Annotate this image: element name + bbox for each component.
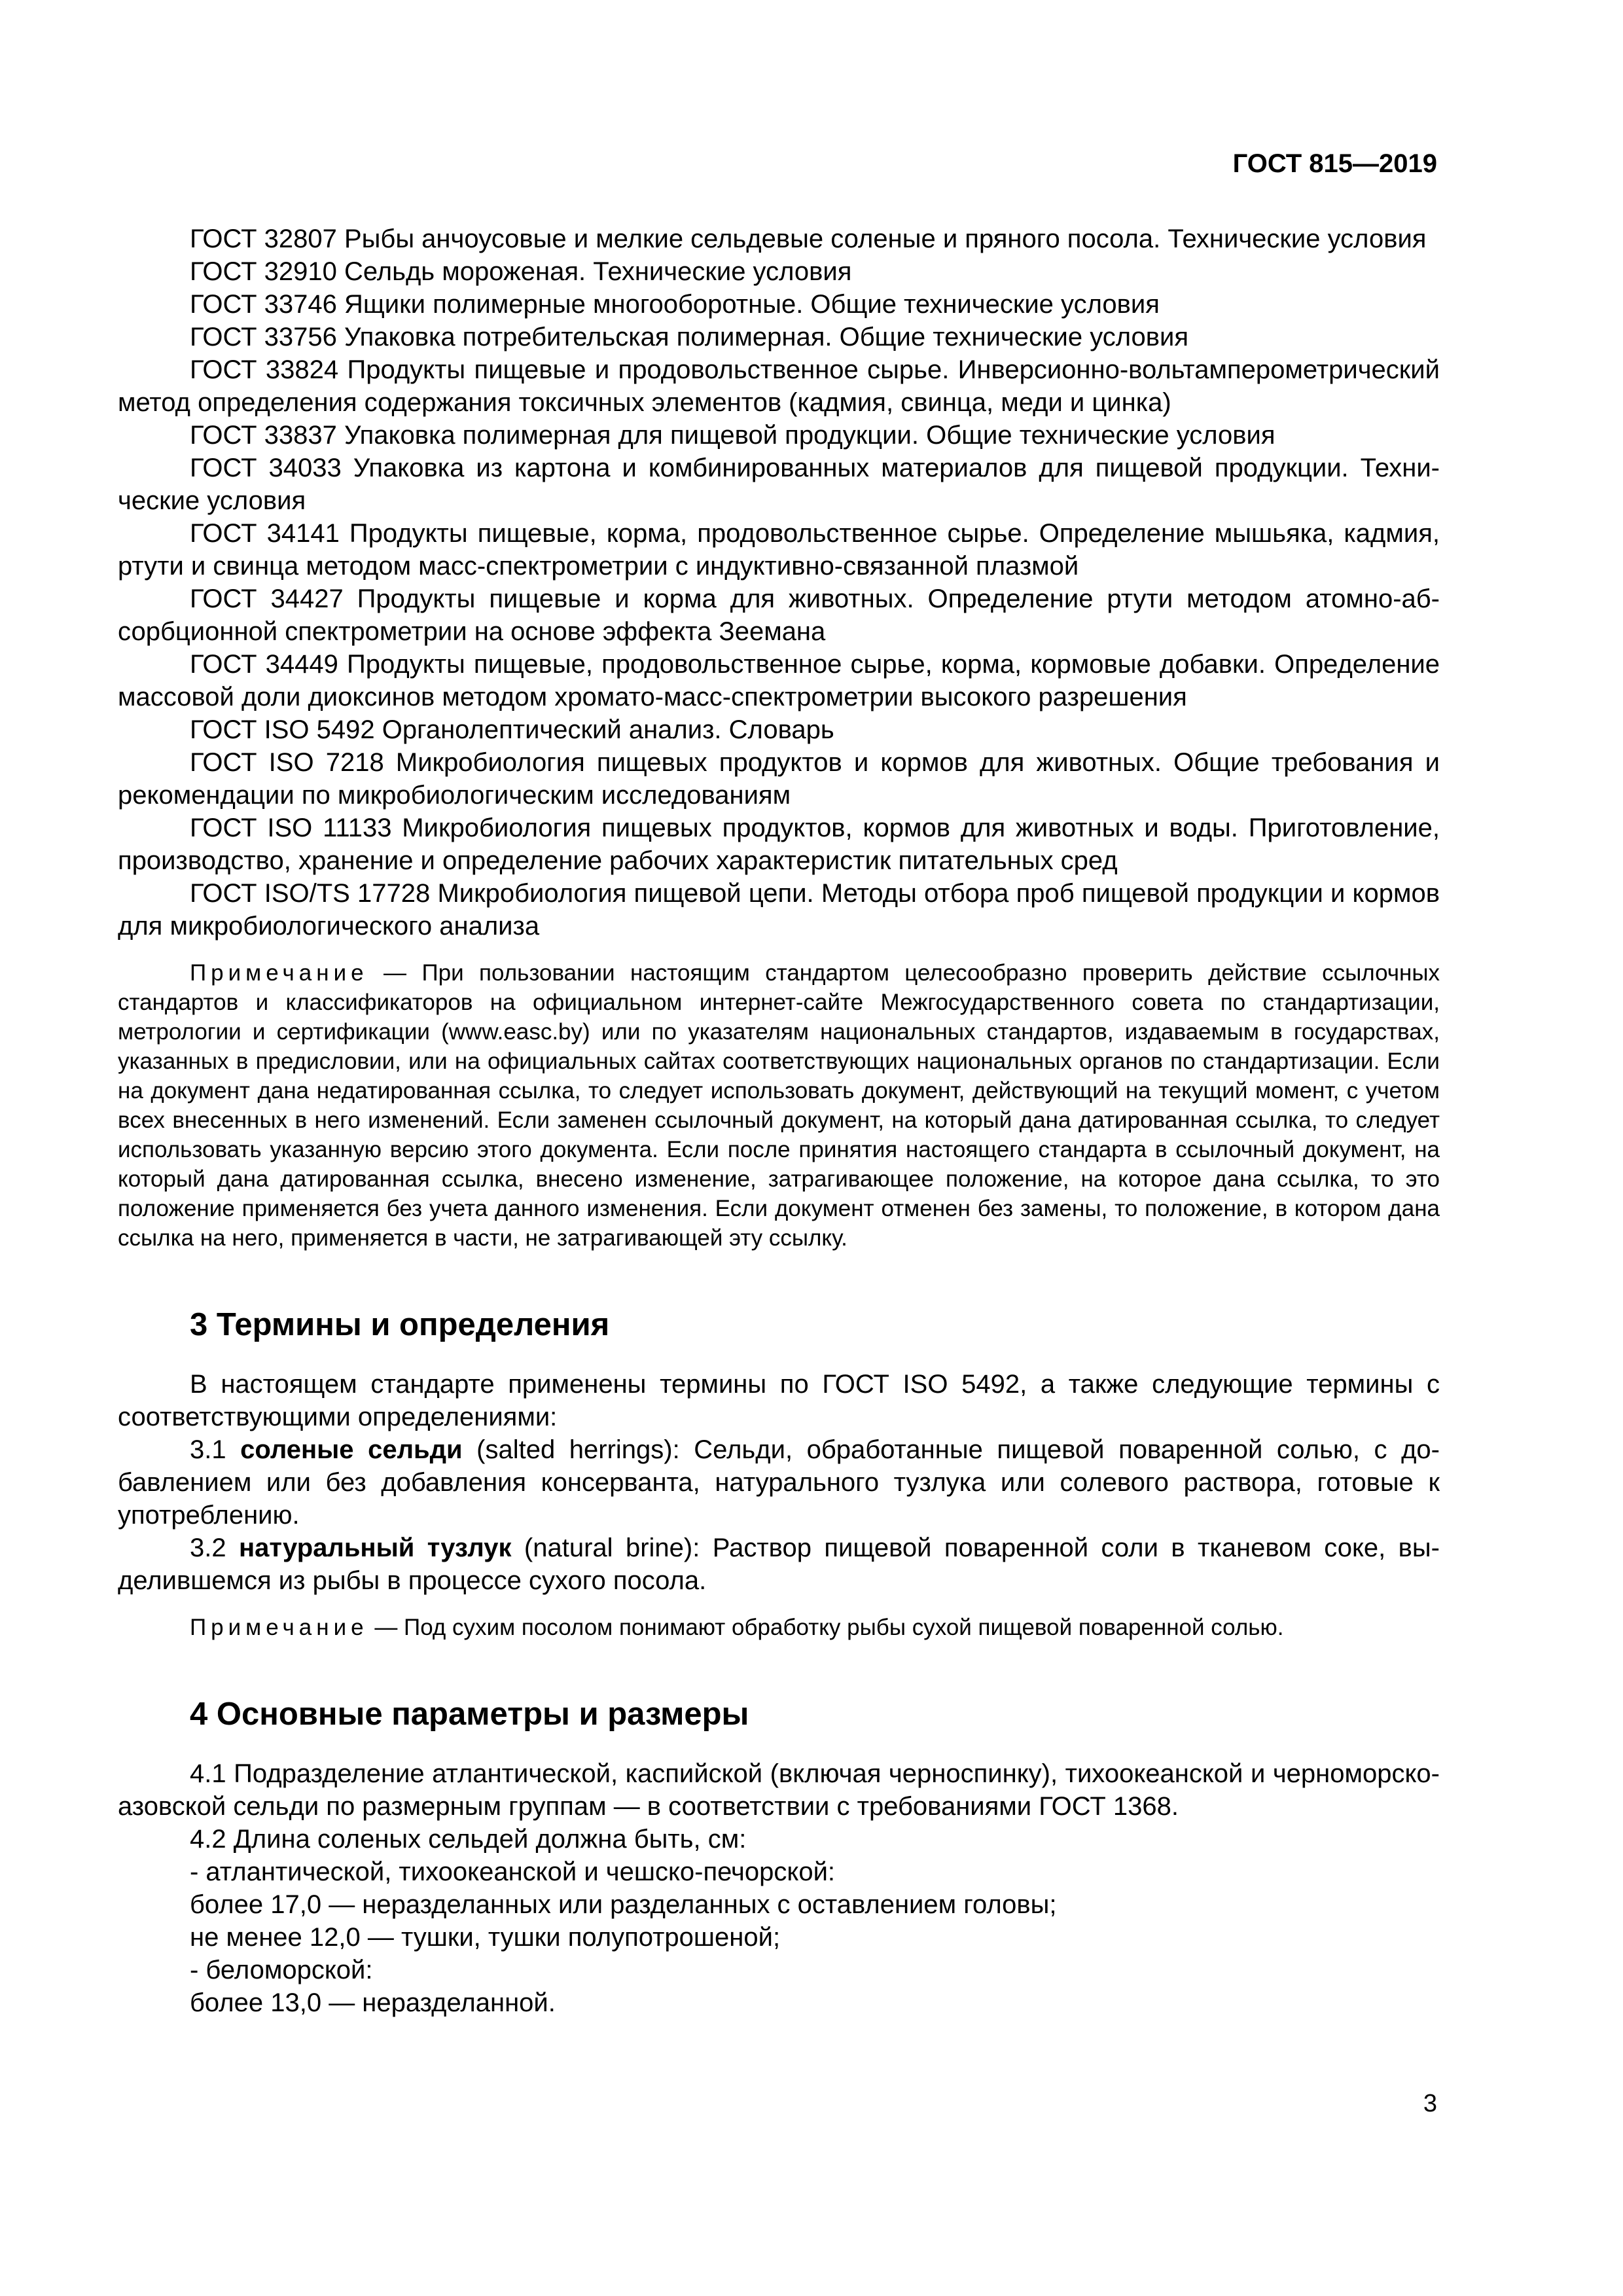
reference-item: ГОСТ 32910 Сельдь мороженая. Технические условия	[190, 257, 852, 286]
size-line: более 13,0 — неразделанной.	[190, 1988, 556, 2017]
size-line: - беломорской:	[190, 1956, 373, 1984]
reference-item: ГОСТ 33746 Ящики полимерные многооборотные. Общие технические условия	[190, 290, 1160, 319]
reference-item: ГОСТ 34449 Продукты пищевые, продовольственное сырье, корма, кормовые добавки. Определение массовой доли диоксинов методом хромато-масс-спектрометрии высокого разрешения	[118, 650, 1440, 711]
note-label: Примечание	[190, 960, 368, 986]
page-number: 3	[1423, 2090, 1437, 2117]
document-body	[118, 223, 1440, 2019]
section-3-intro: В настоящем стандарте применены термины по ГОСТ ISO 5492, а также следующие термины с соответствующими определениями:	[118, 1370, 1440, 1431]
section-4-paragraph: 4.2 Длина соленых сельдей должна быть, см:	[190, 1825, 747, 1854]
term-salted-herrings: 3.1 соленые сельди (salted herrings): Сельди, обработанные пищевой поваренной солью, с добавлением или без добавления консерванта, натурального тузлука или солевого раствора, готовые к употреблению.	[118, 1435, 1440, 1530]
size-line: более 17,0 — неразделанных или разделанных с оставлением головы;	[190, 1890, 1057, 1919]
standard-id-header: ГОСТ 815—2019	[1232, 149, 1437, 178]
reference-item: ГОСТ 32807 Рыбы анчоусовые и мелкие сельдевые соленые и пряного посола. Технические условия	[190, 224, 1427, 253]
reference-item: ГОСТ ISO 7218 Микробиология пищевых продуктов и кормов для животных. Общие требования и рекомендации по микробиологическим исследованиям	[118, 748, 1440, 810]
reference-item: ГОСТ 33837 Упаковка полимерная для пищевой продукции. Общие технические условия	[190, 421, 1275, 450]
note-text: — При пользовании настоящим стандартом целесообразно проверить действие ссылочных стандартов и классификаторов на официальном интернет-сайте Межгосударственного совета по стандартизации, метрологии и сертификации (www.easc.by) или по указателям национальных стандартов, издаваемым в государствах, указанных в предисловии, или на официальных сайтах соответствующих национальных органов по стандартизации. Если на документ дана недатированная ссылка, то следует использовать документ, действующий на текущий момент, с учетом всех внесенных в него изменений. Если заменен ссылочный документ, на который дана датированная ссылка, то следует использовать указанную версию этого документа. Если после принятия настоящего стандарта в ссылочный документ, на который дана датированная ссылка, внесено изменение, затрагивающее положение, на которое дана ссылка, то это положение применяется без учета данного изменения. Если документ отменен без замены, то положение, в котором дана ссылка на него, применяется в части, не затрагивающей эту ссылку.	[118, 960, 1440, 1251]
size-line: не менее 12,0 — тушки, тушки полупотрошеной;	[190, 1923, 781, 1952]
term-name: натуральный тузлук	[239, 1534, 512, 1562]
references-note	[118, 958, 1440, 1253]
note-text: — Под сухим посолом понимают обработку рыбы сухой пищевой поваренной солью.	[368, 1615, 1284, 1640]
reference-item: ГОСТ 34141 Продукты пищевые, корма, продовольственное сырье. Определение мышьяка, кадмия, ртути и свинца методом масс-спектрометрии с индуктивно-связанной плазмой	[118, 519, 1440, 581]
reference-item: ГОСТ 33756 Упаковка потребительская полимерная. Общие технические условия	[190, 323, 1189, 351]
reference-item: ГОСТ ISO 11133 Микробиология пищевых продуктов, кормов для животных и воды. Приготовление, производство, хранение и определение рабочих характеристик питательных сред	[118, 814, 1440, 875]
section-3-note	[118, 1613, 1440, 1642]
reference-item: ГОСТ ISO 5492 Органолептический анализ. Словарь	[190, 715, 834, 744]
section-4-paragraph: 4.1 Подразделение атлантической, каспийской (включая черноспинку), тихоокеанской и черноморско-азовской сельди по размерным группам — в соответствии с требованиями ГОСТ 1368.	[118, 1759, 1440, 1821]
term-natural-brine: 3.2 натуральный тузлук (natural brine): Раствор пищевой поваренной соли в тканевом соке, выделившемся из рыбы в процессе сухого посола.	[118, 1534, 1440, 1595]
reference-item: ГОСТ 33824 Продукты пищевые и продовольственное сырье. Инверсионно-вольтамперометрический метод определения содержания токсичных элементов (кадмия, свинца, меди и цинка)	[118, 355, 1440, 417]
reference-item: ГОСТ 34427 Продукты пищевые и корма для животных. Определение ртути методом атомно-абсорбционной спектрометрии на основе эффекта Зеемана	[118, 584, 1440, 646]
reference-item: ГОСТ 34033 Упаковка из картона и комбинированных материалов для пищевой продукции. Технические условия	[118, 454, 1440, 515]
note-label: Примечание	[190, 1615, 368, 1640]
term-name: соленые сельди	[240, 1435, 463, 1464]
section-4-title: 4 Основные параметры и размеры	[190, 1696, 749, 1732]
reference-item: ГОСТ ISO/TS 17728 Микробиология пищевой цепи. Методы отбора проб пищевой продукции и кормов для микробиологического анализа	[118, 879, 1440, 941]
size-line: - атлантической, тихоокеанской и чешско-печорской:	[190, 1857, 836, 1886]
section-3-title: 3 Термины и определения	[190, 1307, 610, 1342]
